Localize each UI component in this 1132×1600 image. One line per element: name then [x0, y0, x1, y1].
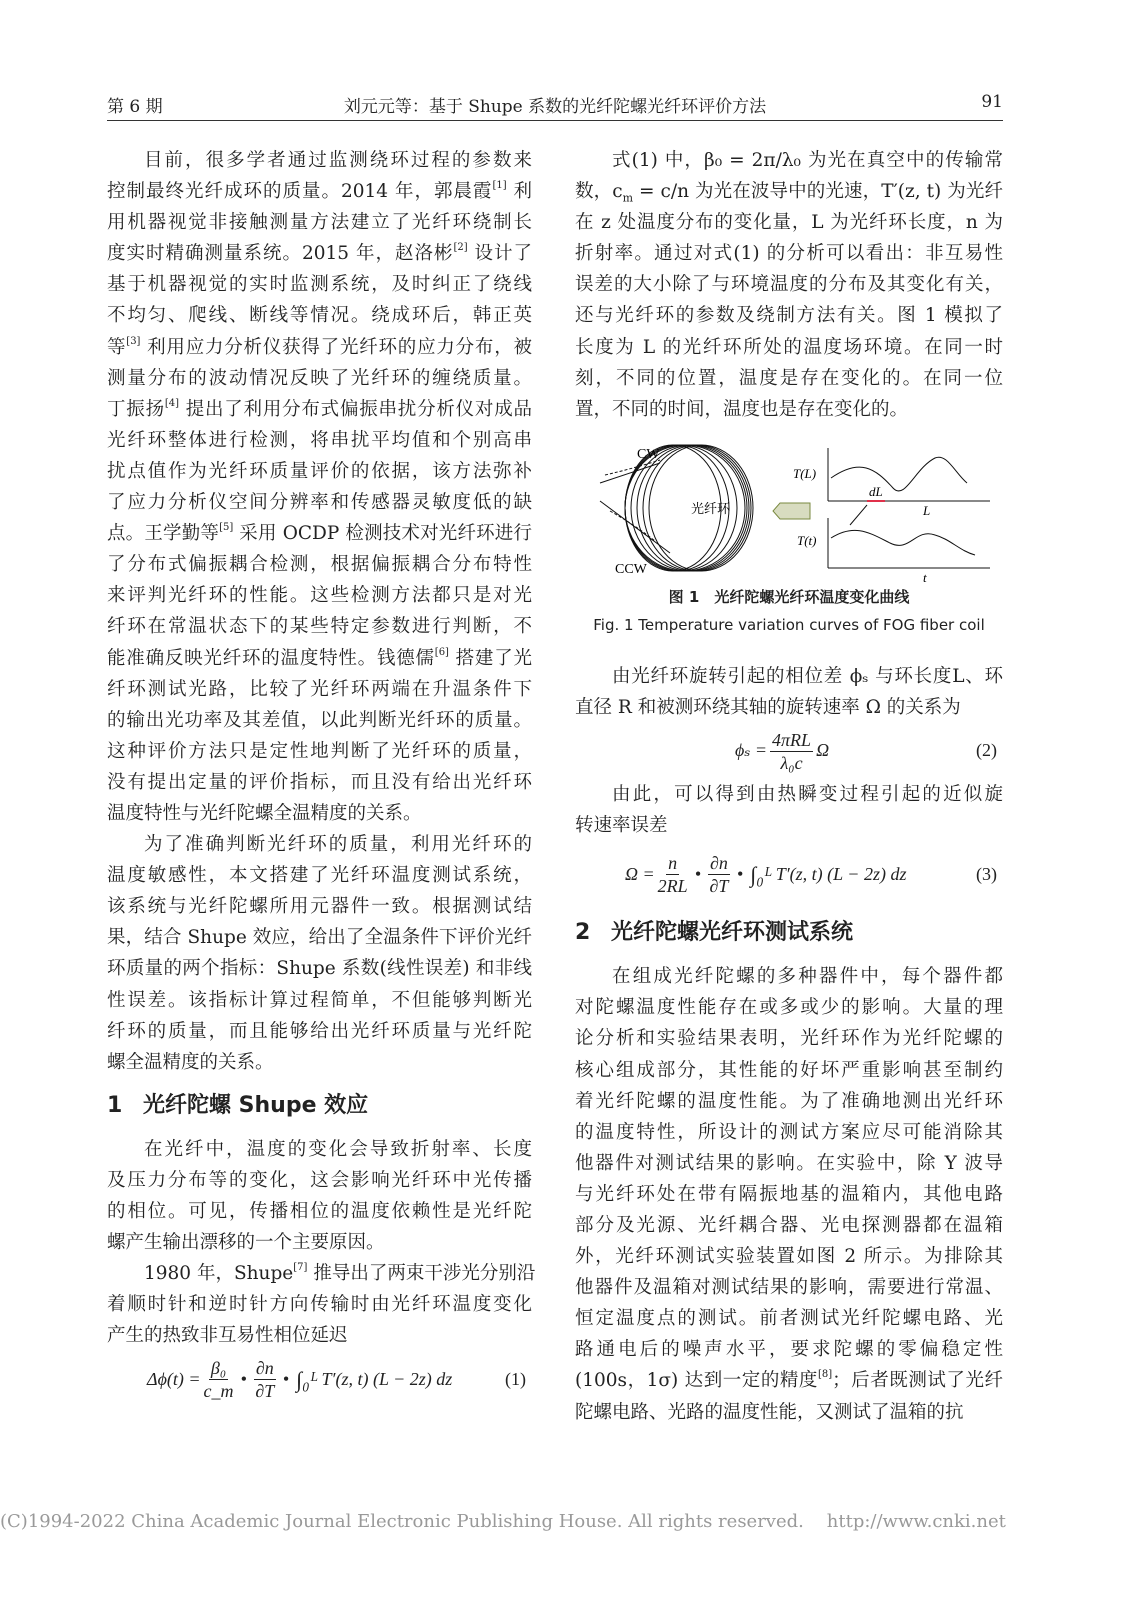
paragraph [107, 145, 532, 829]
text-line: 纤环在常温状态下的某些特定参数进行判断，不 [107, 616, 532, 638]
page-number: 91 [981, 92, 1003, 112]
text-line: 该系统与光纤陀螺所用元器件一致。根据测试结 [107, 896, 532, 918]
left-column [107, 145, 536, 1407]
text-line: 光纤环整体进行检测，将串扰平均值和个别高串 [107, 429, 532, 451]
eq-lhs: Ω = [625, 863, 655, 884]
text-line: 及压力分布等的变化，这会影响光纤环中光传播 [107, 1169, 532, 1191]
numerator: 4πRL [772, 729, 812, 750]
text-line: 测量分布的波动情况反映了光纤环的缠绕质量。 [107, 367, 532, 389]
text-line: 置，不同的时间，温度也是存在变化的。 [575, 398, 909, 420]
text-line: 点。王学勤等[5] 采用 OCDP 检测技术对光纤环进行 [107, 522, 532, 545]
eq-rhs: Ω [816, 740, 830, 761]
text-line: 纤环的质量，而且能够给出光纤环质量与光纤陀 [107, 1020, 532, 1042]
text-line: 路通电后的噪声水平，要求陀螺的零偏稳定性 [575, 1339, 1003, 1361]
numerator: ∂n [710, 852, 728, 873]
text-line: 在组成光纤陀螺的多种器件中，每个器件都 [612, 966, 1003, 988]
text-line: 螺产生输出漂移的一个主要原因。 [107, 1232, 385, 1254]
text-line: 环质量的两个指标：Shupe 系数(线性误差) 和非线 [107, 958, 532, 980]
text-line: 等[3] 利用应力分析仪获得了光纤环的应力分布，被 [107, 335, 532, 358]
text-line: 这种评价方法只是定性地判断了光纤环的质量， [107, 740, 532, 762]
text-line: 论分析和实验结果表明，光纤环作为光纤陀螺的 [575, 1028, 1003, 1050]
dot: • [694, 863, 701, 884]
text-line: 刻，不同的位置，温度是存在变化的。在同一位 [575, 367, 1003, 389]
l-axis-label: L [923, 502, 931, 518]
text-line: 式(1) 中，β₀ = 2π/λ₀ 为光在真空中的传输常 [612, 150, 1003, 171]
copyright-footer: (C)1994-2022 China Academic Journal Electronic Publishing House. All rights reserved. http://www.cnki.net [0, 1511, 1006, 1532]
text-line: 误差的大小除了与环境温度的分布及其变化有关， [575, 274, 1003, 296]
section-heading-2 [575, 915, 1003, 951]
denominator: λ₀c [780, 752, 803, 773]
text-line: 他器件及温箱对测试结果的影响，需要进行常温、 [575, 1277, 1003, 1299]
curves [828, 448, 990, 568]
paragraph [575, 779, 1003, 841]
fraction [658, 852, 688, 897]
text-line: 由光纤环旋转引起的相位差 ϕₛ 与环长度L、环 [612, 665, 1003, 687]
text-line: 性误差。该指标计算过程简单，不但能够判断光 [107, 989, 532, 1011]
text-line: 数，$c_m = c/n$ 为光在波导中的光速，T′(z, t) 为光纤 [575, 181, 1003, 205]
eq-rhs: T′(z, t) (L − 2z) dz [775, 863, 907, 884]
section-number: 1 [107, 1092, 123, 1118]
eq-lhs: ϕₛ = [735, 740, 768, 761]
paragraph [107, 1134, 532, 1258]
text-line: 丁振扬[4] 提出了利用分布式偏振串扰分析仪对成品 [107, 397, 532, 420]
text-line: 与光纤环处在带有隔振地基的温箱内，其他电路 [575, 1183, 1003, 1205]
paragraph [107, 1258, 536, 1351]
text-line: 的输出光功率及其差值，以此判断光纤环的质量。 [107, 709, 532, 731]
integral: ∫₀ᴸ [296, 1366, 319, 1392]
paragraph [575, 661, 1003, 723]
fraction [204, 1357, 234, 1402]
equation-number: (2) [976, 740, 997, 761]
figure-caption-en: Fig. 1 Temperature variation curves of FOG fiber coil [593, 615, 985, 634]
section-number: 2 [575, 920, 591, 946]
text-line: 还与光纤环的参数及绕制方法有关。图 1 模拟了 [575, 305, 1003, 327]
section-title: 光纤陀螺光纤环测试系统 [611, 920, 854, 946]
issue-number: 第 6 期 [107, 97, 163, 117]
dot: • [240, 1368, 247, 1389]
equation-3 [575, 843, 1003, 905]
section-heading-1 [107, 1088, 532, 1124]
equation-1 [107, 1353, 532, 1405]
paragraph [575, 961, 1003, 1427]
dot: • [282, 1368, 290, 1389]
numerator: β₀ [210, 1357, 227, 1378]
text-line: 温度敏感性，本文搭建了光纤环温度测试系统， [107, 865, 532, 887]
text-line: 直径 R 和被测环绕其轴的旋转速率 Ω 的关系为 [575, 696, 961, 718]
text-line: 度实时精确测量系统。2015 年，赵洛彬[2] 设计了 [107, 242, 532, 265]
text-line: 为了准确判断光纤环的质量，利用光纤环的 [144, 834, 532, 856]
text-line: 对陀螺温度性能存在或多或少的影响。大量的理 [575, 997, 1003, 1019]
dl-label: dL [869, 483, 883, 499]
running-title: 刘元元等：基于 Shupe 系数的光纤陀螺光纤环评价方法 [343, 97, 767, 117]
numerator: ∂n [255, 1357, 274, 1378]
text-line: 在光纤中，温度的变化会导致折射率、长度 [144, 1138, 532, 1160]
equation-number: (3) [976, 863, 997, 884]
text-line: 的温度特性，所设计的测试方案应尽可能消除其 [575, 1121, 1003, 1143]
text-line: 他器件对测试结果的影响。在实验中，除 Y 波导 [575, 1152, 1003, 1174]
paragraph [575, 145, 1003, 425]
text-line: 核心组成部分，其性能的好坏严重影响甚至制约 [575, 1059, 1003, 1081]
text-line: 了应力分析仪空间分辨率和传感器灵敏度低的缺 [107, 492, 532, 514]
fraction [708, 852, 730, 897]
text-line: 温度特性与光纤陀螺全温精度的关系。 [107, 802, 422, 824]
text-line: 扰点值作为光纤环质量评价的依据，该方法弥补 [107, 460, 532, 482]
eq-rhs: T′(z, t) (L − 2z) dz [321, 1368, 453, 1389]
text-line: 没有提出定量的评价指标，而且没有给出光纤环 [107, 771, 532, 793]
running-header [107, 90, 1003, 121]
text-line: 外，光纤环测试实验装置如图 2 所示。为排除其 [575, 1246, 1003, 1268]
denominator: ∂T [709, 875, 729, 896]
eq-lhs: Δϕ(t) = [147, 1368, 201, 1389]
right-column [575, 145, 1003, 1428]
text-line: 产生的热致非互易性相位延迟 [107, 1325, 348, 1347]
tl-label: T(L) [793, 465, 817, 481]
text-line: 长度为 L 的光纤环所处的温度场环境。在同一时 [575, 336, 1003, 358]
text-line: 能准确反映光纤环的温度特性。钱德儒[6] 搭建了光 [107, 646, 532, 669]
text-line: 螺全温精度的关系。 [107, 1051, 274, 1073]
text-line: 折射率。通过对式(1) 的分析可以看出：非互易性 [575, 243, 1003, 265]
paragraph [107, 829, 532, 1078]
text-line: 果，结合 Shupe 效应，给出了全温条件下评价光纤 [107, 927, 532, 949]
text-line: 用机器视觉非接触测量方法建立了光纤环绕制长 [107, 212, 532, 234]
coil [625, 445, 753, 571]
text-line: 着顺时针和逆时针方向传输时由光纤环温度变化 [107, 1294, 532, 1316]
figure-caption-zh: 图 1 光纤陀螺光纤环温度变化曲线 [668, 587, 910, 606]
text-line: 在 z 处温度分布的变化量，L 为光纤环长度，n 为 [575, 212, 1003, 234]
denominator: 2RL [657, 875, 688, 896]
coil-label: 光纤环 [691, 501, 731, 517]
text-line: 部分及光源、光纤耦合器、光电探测器都在温箱 [575, 1214, 1003, 1236]
text-line: (100s，1σ) 达到一定的精度[8]；后者既测试了光纤 [575, 1369, 1003, 1392]
t-axis-label: t [923, 569, 927, 583]
text-line: 1980 年，Shupe[7] 推导出了两束干涉光分别沿 [144, 1262, 536, 1285]
text-line: 陀螺电路、光路的温度性能，又测试了温箱的抗 [575, 1401, 964, 1423]
text-line: 了分布式偏振耦合检测，根据偏振耦合分布特性 [107, 554, 532, 576]
fiber-coil-diagram [575, 433, 1003, 583]
text-line: 控制最终光纤成环的质量。2014 年，郭晨霞[1] 利 [107, 180, 532, 203]
section-title: 光纤陀螺 Shupe 效应 [143, 1092, 369, 1118]
equation-number: (1) [505, 1368, 526, 1389]
denominator: c_m [203, 1380, 234, 1401]
integral: ∫₀ᴸ [750, 861, 773, 887]
text-line: 由此，可以得到由热瞬变过程引起的近似旋 [612, 784, 1003, 806]
equation-2 [575, 725, 1003, 777]
cw-label: CW [637, 446, 660, 462]
numerator: n [668, 852, 678, 873]
text-line: 目前，很多学者通过监测绕环过程的参数来 [144, 150, 532, 171]
text-line: 纤环测试光路，比较了光纤环两端在升温条件下 [107, 678, 532, 700]
text-line: 恒定温度点的测试。前者测试光纤陀螺电路、光 [575, 1308, 1003, 1330]
tt-label: T(t) [797, 532, 817, 548]
figure-1 [575, 433, 1003, 583]
text-line: 转速率误差 [575, 815, 668, 837]
text-line: 基于机器视觉的实时监测系统，及时纠正了绕线 [107, 274, 532, 296]
text-line: 着光纤陀螺的温度性能。为了准确地测出光纤环 [575, 1090, 1003, 1112]
heat-arrow-icon [773, 503, 810, 519]
fraction [770, 729, 813, 774]
text-line: 的相位。可见，传播相位的温度依赖性是光纤陀 [107, 1201, 532, 1222]
ccw-label: CCW [615, 561, 647, 577]
denominator: ∂T [255, 1380, 275, 1401]
text-line: 来评判光纤环的性能。这些检测方法都只是对光 [107, 585, 532, 607]
text-line: 不均匀、爬线、断线等情况。绕成环后，韩正英 [107, 305, 532, 327]
dot: • [736, 863, 744, 884]
fraction [254, 1357, 276, 1402]
